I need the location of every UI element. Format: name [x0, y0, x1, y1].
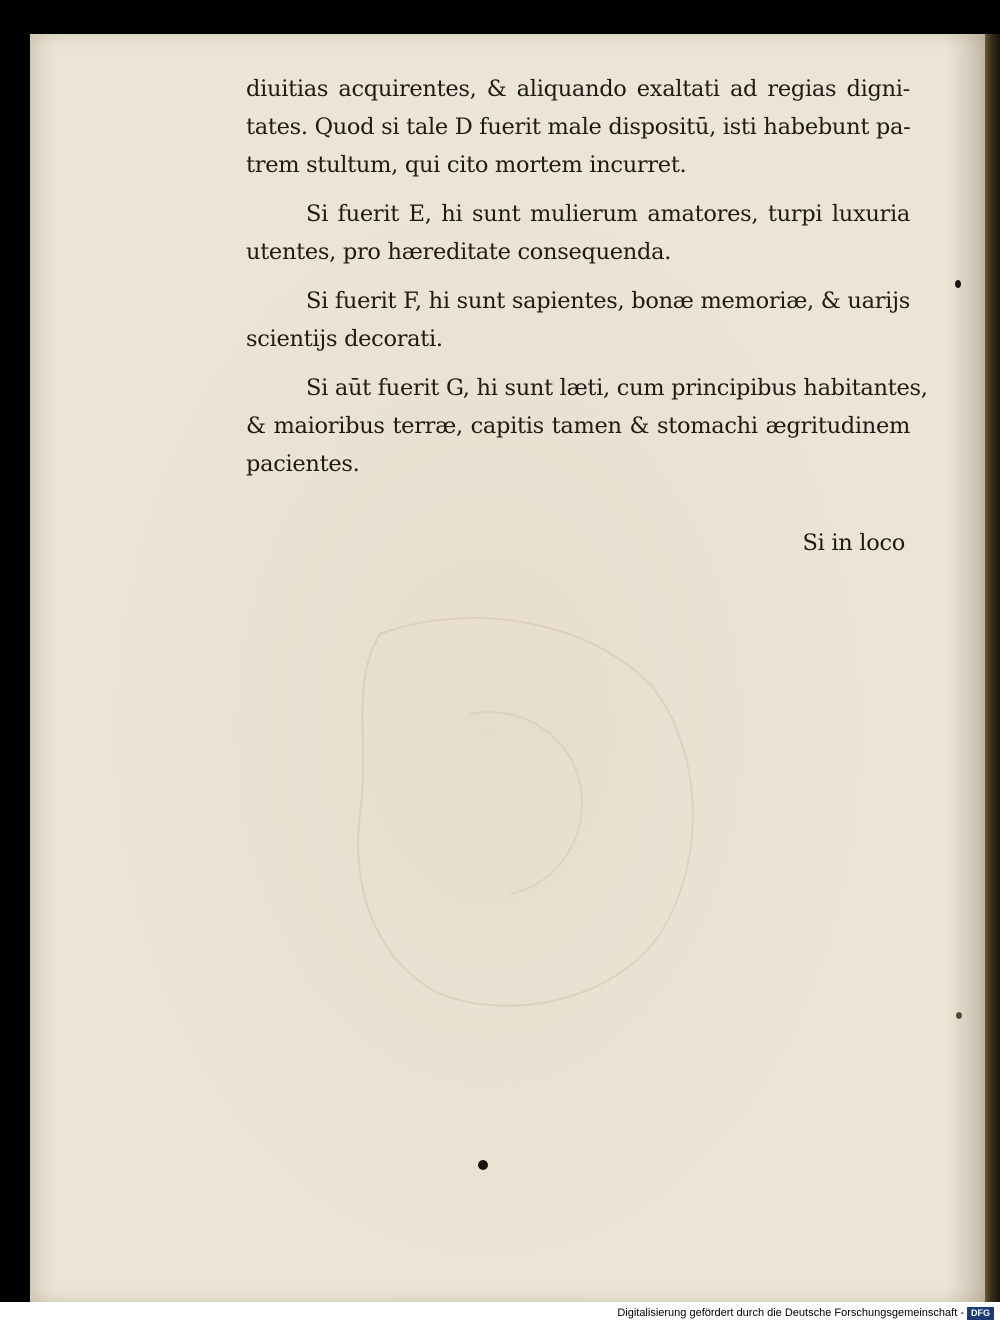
- dfg-logo: DFG: [967, 1307, 994, 1320]
- text-line: Si fuerit E, hi sunt mulierum amatores, turpi luxuria: [306, 201, 910, 227]
- printer-mark: [478, 1160, 488, 1170]
- margin-mark: [956, 1012, 962, 1019]
- text-line: utentes, pro hæreditate consequenda.: [246, 239, 672, 265]
- text-block: [246, 70, 928, 494]
- margin-mark: [955, 280, 961, 288]
- text-line: diuitias acquirentes, & aliquando exaltati ad regias digni-: [246, 76, 910, 102]
- text-line: & maioribus terræ, capitis tamen & stomachi ægritudinem: [246, 413, 910, 439]
- paragraph-3: [246, 282, 910, 358]
- page-edge: [985, 34, 1000, 1302]
- text-line: trem stultum, qui cito mortem incurret.: [246, 152, 687, 178]
- text-line: Si aūt fuerit G, hi sunt læti, cum principibus habitantes,: [306, 375, 928, 401]
- bleed-through-sketch: [320, 594, 740, 1054]
- footer-bar: [0, 1302, 1000, 1325]
- text-line: Si fuerit F, hi sunt sapientes, bonæ memoriæ, & uarijs: [306, 288, 910, 314]
- text-line: pacientes.: [246, 451, 360, 477]
- paragraph-1: [246, 70, 910, 184]
- text-line: scientijs decorati.: [246, 326, 443, 352]
- digitization-credit: Digitalisierung gefördert durch die Deutsche Forschungsgemeinschaft -: [617, 1307, 964, 1319]
- paragraph-4: [246, 369, 928, 483]
- catchword: Si in loco: [802, 530, 905, 556]
- text-line: tates. Quod si tale D fuerit male dispositū, isti habebunt pa-: [246, 114, 911, 140]
- paragraph-2: [246, 195, 910, 271]
